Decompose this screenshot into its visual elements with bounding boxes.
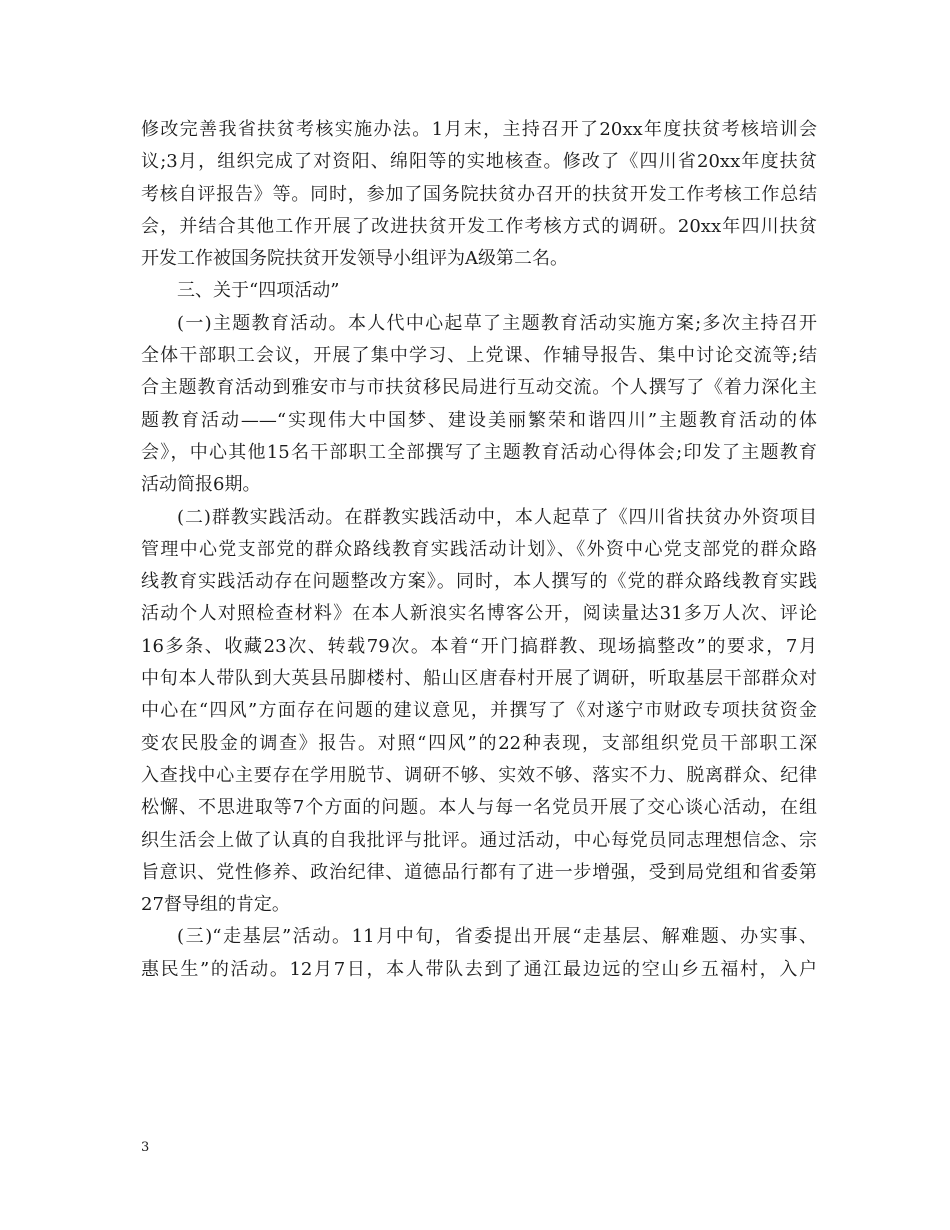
text-line: 16多条、收藏23次、转载79次。本着“开门搞群教、现场搞整改”的要求，7月: [141, 635, 817, 657]
text-line: 议;3月，组织完成了对资阳、绵阳等的实地核查。修改了《四川省20xx年度扶贫: [141, 151, 817, 173]
text-line: 27督导组的肯定。: [141, 894, 290, 916]
text-line: 开发工作被国务院扶贫开发领导小组评为A级第二名。: [141, 248, 568, 270]
text-line: 惠民生”的活动。12月7日，本人带队去到了通江最边远的空山乡五福村，入户: [141, 958, 817, 980]
text-line: (三)“走基层”活动。11月中旬，省委提出开展“走基层、解难题、办实事、: [177, 926, 817, 948]
text-line: 管理中心党支部党的群众路线教育实践活动计划》、《外资中心党支部党的群众路: [141, 538, 817, 560]
text-line: 会，并结合其他工作开展了改进扶贫开发工作考核方式的调研。20xx年四川扶贫: [141, 215, 817, 237]
text-line: 题教育活动——“实现伟大中国梦、建设美丽繁荣和谐四川”主题教育活动的体: [141, 409, 817, 431]
text-line: 变农民股金的调查》报告。对照“四风”的22种表现，支部组织党员干部职工深: [141, 732, 817, 754]
text-line: 活动个人对照检查材料》在本人新浪实名博客公开，阅读量达31多万人次、评论: [141, 603, 817, 625]
text-line: 中旬本人带队到大英县吊脚楼村、船山区唐春村开展了调研，听取基层干部群众对: [141, 668, 817, 690]
text-line: 入查找中心主要存在学用脱节、调研不够、实效不够、落实不力、脱离群众、纪律: [141, 764, 817, 786]
text-line: 中心在“四风”方面存在问题的建议意见，并撰写了《对遂宁市财政专项扶贫资金: [141, 700, 817, 722]
text-line: 织生活会上做了认真的自我批评与批评。通过活动，中心每党员同志理想信念、宗: [141, 829, 817, 851]
text-line: 旨意识、党性修养、政治纪律、道德品行都有了进一步增强，受到局党组和省委第: [141, 861, 817, 883]
text-line: (二)群教实践活动。在群教实践活动中，本人起草了《四川省扶贫办外资项目: [177, 506, 817, 528]
text-line: 修改完善我省扶贫考核实施办法。1月末，主持召开了20xx年度扶贫考核培训会: [141, 119, 817, 140]
text-line: 合主题教育活动到雅安市与市扶贫移民局进行互动交流。个人撰写了《着力深化主: [141, 377, 817, 399]
text-line: 三、关于“四项活动”: [177, 280, 340, 302]
text-line: 线教育实践活动存在问题整改方案》。同时，本人撰写的《党的群众路线教育实践: [141, 571, 817, 593]
page-number: 3: [141, 1140, 150, 1155]
text-line: 全体干部职工会议，开展了集中学习、上党课、作辅导报告、集中讨论交流等;结: [141, 345, 817, 367]
body-text: [141, 114, 817, 986]
text-line: 会》，中心其他15名干部职工全部撰写了主题教育活动心得体会;印发了主题教育: [141, 441, 817, 463]
text-line: 活动简报6期。: [141, 474, 261, 496]
text-line: (一)主题教育活动。本人代中心起草了主题教育活动实施方案;多次主持召开: [177, 312, 817, 334]
text-line: 松懈、不思进取等7个方面的问题。本人与每一名党员开展了交心谈心活动，在组: [141, 797, 817, 819]
text-line: 考核自评报告》等。同时，参加了国务院扶贫办召开的扶贫开发工作考核工作总结: [141, 183, 817, 205]
